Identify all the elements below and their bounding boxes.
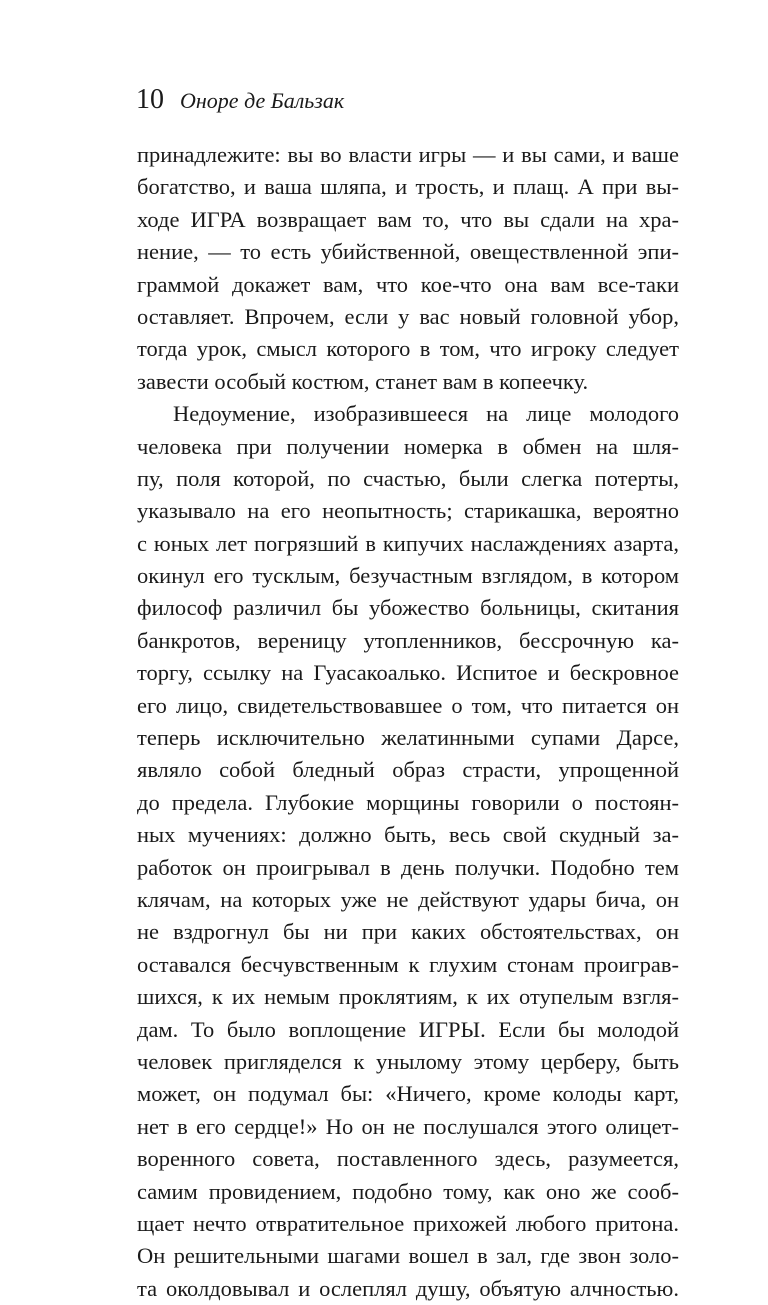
text-line: воренного совета, поставленного здесь, разумеется,: [137, 1146, 679, 1172]
text-line: Он решительными шагами вошел в зал, где звон золо-: [137, 1243, 679, 1269]
text-line: человека при получении номерка в обмен на шля-: [137, 433, 679, 459]
text-line: оставляет. Впрочем, если у вас новый головной убор,: [137, 303, 679, 329]
text-line: окинул его тусклым, безучастным взглядом, в котором: [137, 563, 679, 589]
text-line: нет в его сердце!» Но он не послушался этого олицет-: [137, 1113, 679, 1139]
text-line: до предела. Глубокие морщины говорили о постоян-: [137, 789, 679, 815]
page-header: [136, 84, 344, 117]
text-line: дам. То было воплощение ИГРЫ. Если бы молодой: [137, 1016, 679, 1042]
text-line: щает нечто отвратительное прихожей любого притона.: [137, 1210, 679, 1236]
page-number: 10: [136, 84, 164, 115]
body-text: [137, 139, 679, 1305]
text-line: клячам, на которых уже не действуют удары бича, он: [137, 886, 679, 912]
text-line: шихся, к их немым проклятиям, к их отупелым взгля-: [137, 984, 679, 1010]
text-line: теперь исключительно желатинными супами Дарсе,: [137, 725, 679, 751]
text-line: с юных лет погрязший в кипучих наслаждениях азарта,: [137, 530, 679, 556]
text-line: завести особый костюм, станет вам в копеечку.: [137, 368, 589, 394]
text-line: являло собой бледный образ страсти, упрощенной: [137, 757, 679, 783]
text-line: торгу, ссылку на Гуасакоалько. Испитое и бескровное: [137, 660, 679, 686]
text-line: его лицо, свидетельствовавшее о том, что питается он: [137, 692, 679, 718]
text-line: самим провидением, подобно тому, как оно же сооб-: [137, 1178, 679, 1204]
text-line: принадлежите: вы во власти игры — и вы сами, и ваше: [137, 142, 679, 167]
running-head: Оноре де Бальзак: [180, 88, 345, 113]
text-line: граммой докажет вам, что кое-что она вам все-таки: [137, 271, 679, 297]
text-line: человек пригляделся к унылому этому церберу, быть: [137, 1048, 679, 1074]
text-line: нение, — то есть убийственной, овеществленной эпи-: [137, 239, 679, 265]
text-line: указывало на его неопытность; старикашка, вероятно: [137, 498, 679, 524]
text-line: банкротов, вереницу утопленников, бессрочную ка-: [137, 627, 679, 653]
text-line: работок он проигрывал в день получки. Подобно тем: [137, 854, 679, 880]
text-line: тогда урок, смысл которого в том, что игроку следует: [137, 336, 679, 362]
text-line: может, он подумал бы: «Ничего, кроме колоды карт,: [137, 1081, 679, 1107]
text-line: Недоумение, изобразившееся на лице молодого: [173, 401, 679, 427]
text-line: пу, поля которой, по счастью, были слегка потерты,: [137, 465, 679, 491]
text-line: философ различил бы убожество больницы, скитания: [137, 595, 679, 621]
text-line: не вздрогнул бы ни при каких обстоятельствах, он: [137, 919, 679, 945]
text-line: та околдовывал и ослеплял душу, объятую алчностью.: [137, 1275, 679, 1301]
text-line: оставался бесчувственным к глухим стонам проиграв-: [137, 951, 679, 977]
text-line: ходе ИГРА возвращает вам то, что вы сдали на хра-: [137, 206, 679, 232]
text-line: богатство, и ваша шляпа, и трость, и плащ. А при вы-: [137, 174, 679, 200]
text-line: ных мучениях: должно быть, весь свой скудный за-: [137, 822, 679, 848]
